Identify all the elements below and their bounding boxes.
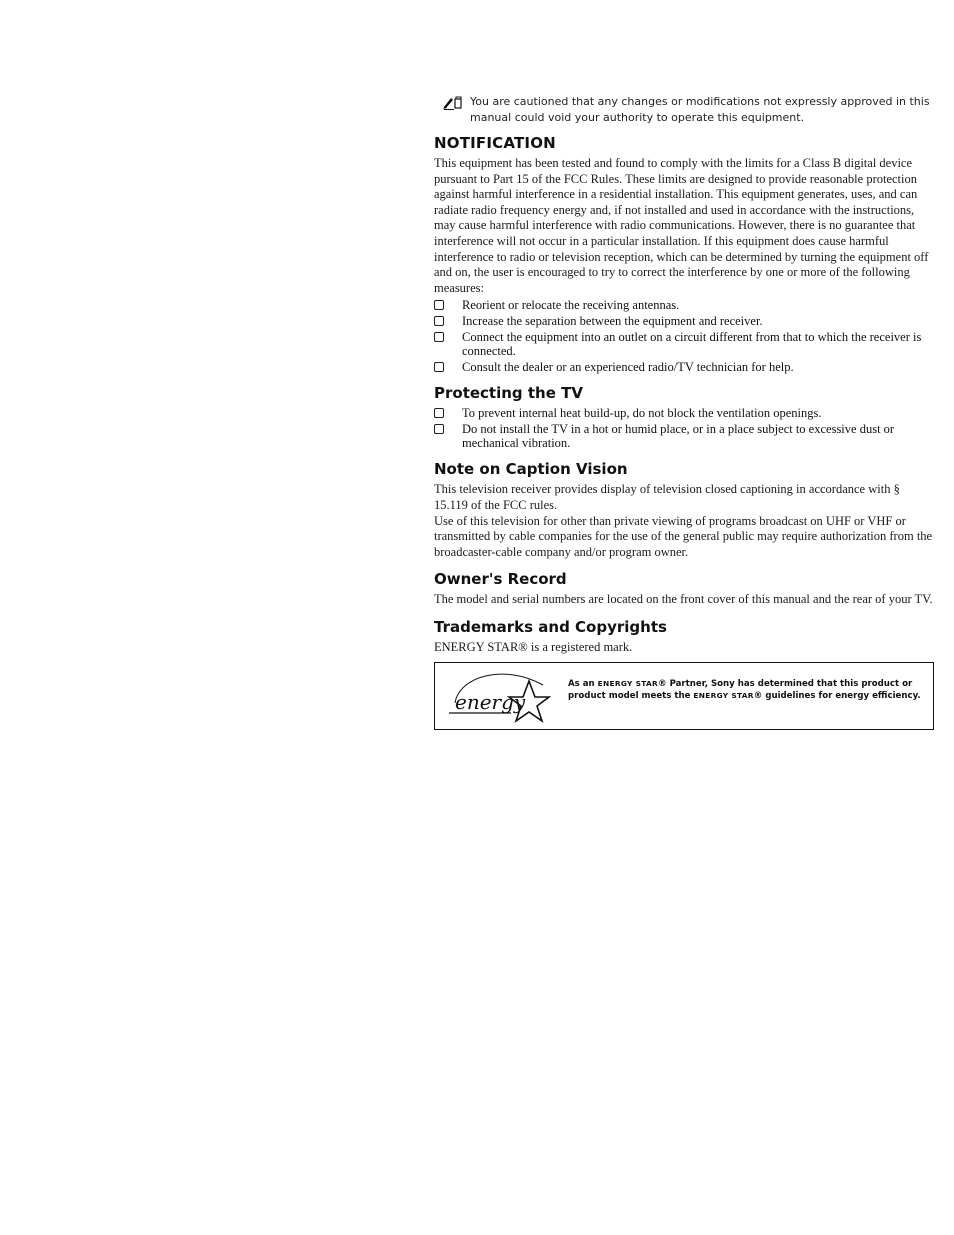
owners-section (434, 570, 936, 608)
checkbox-bullet-icon (434, 316, 444, 326)
checkbox-bullet-icon (434, 424, 444, 434)
energy-statement: As an ENERGY STAR® Partner, Sony has determined that this product or product model meets the ENERGY STAR® guidelines for energy efficiency. (568, 678, 921, 701)
owners-heading: Owner's Record (434, 570, 567, 589)
page-column (434, 94, 936, 730)
caption-para-1: This television receiver provides display of television closed captioning in accordance with § 15.119 of the FCC rules. (434, 482, 900, 512)
checkbox-bullet-icon (434, 362, 444, 372)
caption-heading: Note on Caption Vision (434, 460, 628, 479)
protecting-heading: Protecting the TV (434, 384, 583, 403)
list-item: Increase the separation between the equipment and receiver. (434, 314, 936, 328)
trademarks-heading: Trademarks and Copyrights (434, 617, 667, 636)
protecting-section (434, 384, 936, 450)
note-pen-icon (442, 94, 464, 110)
owners-body: The model and serial numbers are located on the front cover of this manual and the rear of your TV. (434, 592, 933, 607)
list-item: To prevent internal heat build-up, do not block the ventilation openings. (434, 406, 936, 420)
list-item: Connect the equipment into an outlet on a circuit different from that to which the receiver is connected. (434, 330, 936, 358)
caption-para-2: Use of this television for other than private viewing of programs broadcast on UHF or VHF or transmitted by cable companies for the use of the general public may require authorization from the broadcaster-cable company and/or program owner. (434, 513, 933, 559)
energy-star-logo (447, 667, 559, 723)
checkbox-bullet-icon (434, 408, 444, 418)
notification-heading: NOTIFICATION (434, 134, 556, 152)
trademarks-section (434, 618, 936, 656)
protecting-list (434, 406, 936, 450)
caption-section (434, 460, 936, 560)
list-item: Consult the dealer or an experienced radio/TV technician for help. (434, 360, 936, 374)
energy-logo-text: energy (455, 689, 526, 714)
list-item: Reorient or relocate the receiving antennas. (434, 298, 936, 312)
checkbox-bullet-icon (434, 300, 444, 310)
notification-section (434, 134, 936, 374)
list-item: Do not install the TV in a hot or humid place, or in a place subject to excessive dust or mechanical vibration. (434, 422, 936, 450)
checkbox-bullet-icon (434, 332, 444, 342)
caution-note (434, 94, 936, 126)
trademarks-body: ENERGY STAR® is a registered mark. (434, 639, 633, 654)
notification-list (434, 298, 936, 374)
energy-star-box (434, 662, 934, 730)
notification-body: This equipment has been tested and found to comply with the limits for a Class B digital device pursuant to Part 15 of the FCC Rules. These limits are designed to provide reasonable protection against harmful interference in a residential installation. This equipment generates, uses, and can radiate radio frequency energy and, if not installed and used in accordance with the instructions, may cause harmful interference with radio communications. However, there is no guarantee that interference will not occur in a particular installation. If this equipment does cause harmful interference to radio or television reception, which can be determined by turning the equipment off and on, the user is encouraged to try to correct the interference by one or more of the following measures: (434, 156, 929, 295)
caution-text: You are cautioned that any changes or modifications not expressly approved in this manual could void your authority to operate this equipment. (470, 95, 930, 124)
